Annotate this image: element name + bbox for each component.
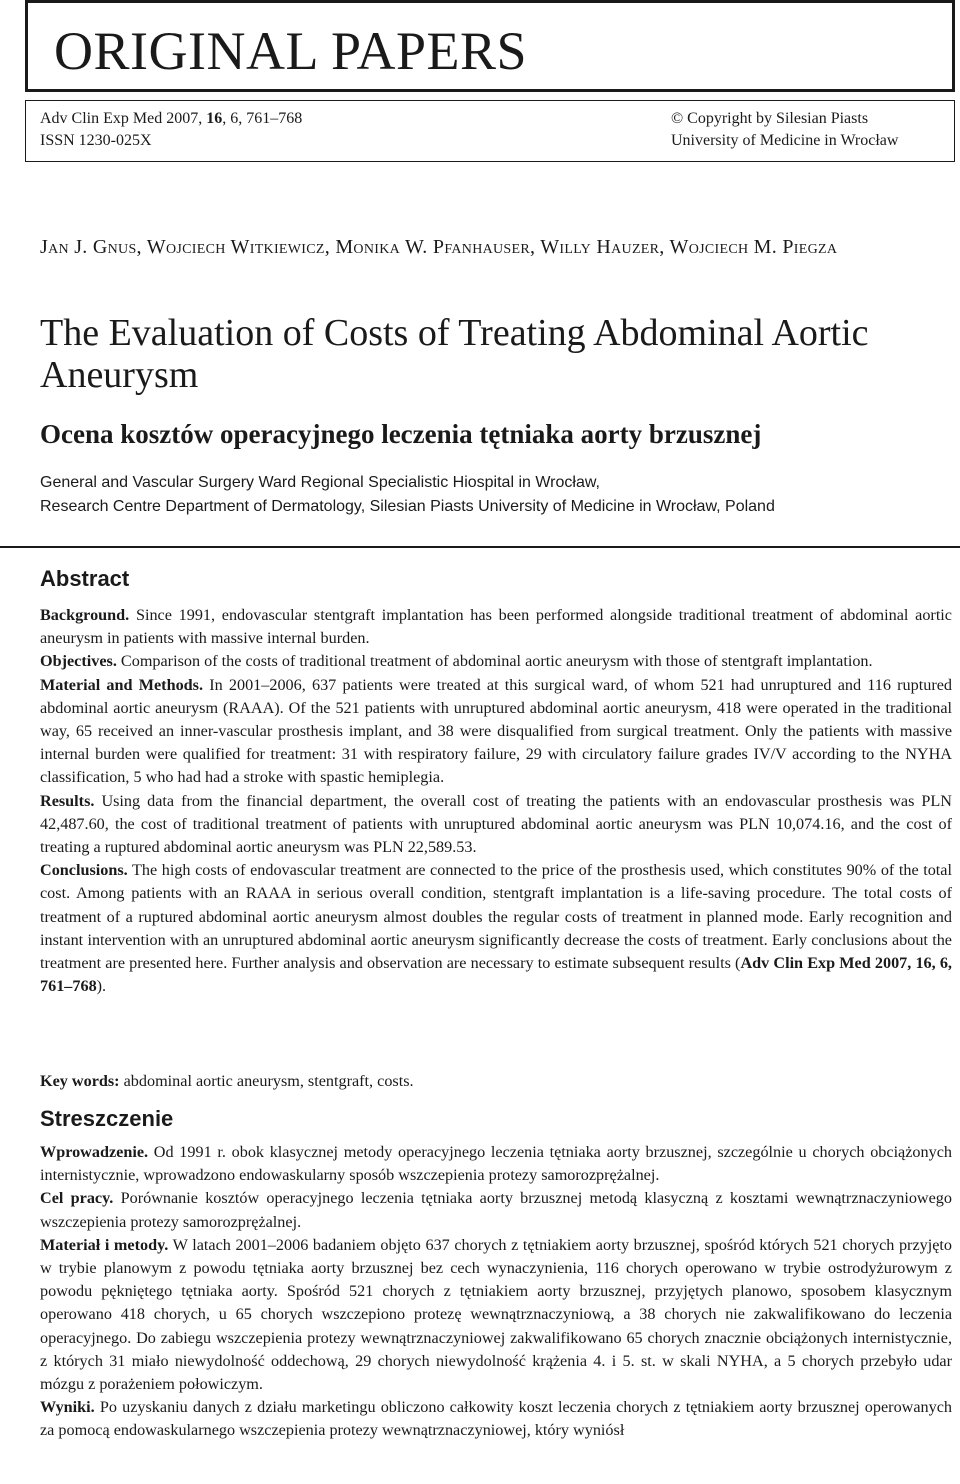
journal-citation xyxy=(40,108,302,152)
section-label: Wyniki. xyxy=(40,1398,95,1417)
abstract-objectives xyxy=(40,650,952,673)
section-text: Comparison of the costs of traditional treatment of abdominal aortic aneurysm with those of stentgraft implantation. xyxy=(116,652,873,671)
section-text: W latach 2001–2006 badaniem objęto 637 chorych z tętniakiem aorty brzusznej, spośród których 521 chorych przyjęto w trybie planowym z powodu tętniaka aorty brzusznej bez cech wynaczynienia, 116 chorych operowano w trybie ostrodyżurowym z powodu pękniętego tętniaka aorty. Spośród 521 chorych z tętniakiem aorty brzusznej, przyjętych planowo, sposobem klasycznym operowano 418 chorych, u 65 chorych wszczepiono protezę wewnątrznaczyniową, a 38 chorych nie zakwalifikowano do leczenia operacyjnego. Do zabiegu wszczepienia protezy wewnątrznaczyniowej zakwalifikowano 65 chorych znacznie obciążonych internistycznie, z których 31 miało niewydolność oddechową, 29 chorych niewydolność krążenia 4. i 5. st. w skali NYHA, a 5 chorych przebyło udar mózgu z porażeniem połowiczym. xyxy=(40,1235,952,1394)
author-list: Jan J. Gnus, Wojciech Witkiewicz, Monika W. Pfanhauser, Willy Hauzer, Wojciech M. Piegza xyxy=(40,236,838,258)
keywords-text: abdominal aortic aneurysm, stentgraft, costs. xyxy=(119,1072,414,1090)
abstract-background xyxy=(40,604,952,650)
section-title: ORIGINAL PAPERS xyxy=(54,21,528,81)
divider xyxy=(0,546,960,548)
section-text: Od 1991 r. obok klasycznej metody operacyjnego leczenia tętniaka aorty brzusznej, szczególnie u chorych obciążonych internistycznie, wprowadzono endowaskularny sposób wszczepienia protezy samorozprężalnej. xyxy=(40,1143,952,1185)
article-subtitle-polish: Ocena kosztów operacyjnego leczenia tętniaka aorty brzusznej xyxy=(40,419,762,449)
section-text: Porównanie kosztów operacyjnego leczenia tętniaka aorty brzusznej metodą klasyczną z kosztami wewnątrznaczyniowego wszczepienia protezy samorozprężalnej. xyxy=(40,1189,952,1231)
section-text: In 2001–2006, 637 patients were treated at this surgical ward, of whom 521 had unruptured and 116 ruptured abdominal aortic aneurysm (RAAA). Of the 521 patients with unruptured abdominal aortic aneurysm, 418 were operated in the traditional way, 65 received an inner-vascular prosthesis implant, and 38 were disqualified from surgical treatment. Only the patients with massive internal burden were qualified for treatment: 31 with respiratory failure, 29 with circulatory failure grades IV/V according to the NYHA classification, 5 who had had a stroke with spastic hemiplegia. xyxy=(40,675,952,787)
copyright xyxy=(671,108,898,152)
section-banner xyxy=(25,0,955,92)
streszczenie-cel xyxy=(40,1187,952,1233)
section-label: Materiał i metody. xyxy=(40,1235,169,1254)
section-text: Using data from the financial department, the overall cost of treating the patients with an endovascular prosthesis was PLN 42,487.60, the cost of traditional treatment of patients with unruptured abdominal aortic aneurysm was PLN 10,074.16, and the cost of treating a ruptured abdominal aortic aneurysm was PLN 22,589.53. xyxy=(40,791,952,857)
abstract-methods xyxy=(40,674,952,790)
section-text: Since 1991, endovascular stentgraft implantation has been performed alongside traditional treatment of abdominal aortic aneurysm in patients with massive internal burden. xyxy=(40,606,952,648)
streszczenie-wyniki xyxy=(40,1396,952,1442)
affiliation xyxy=(40,471,940,519)
article-title: The Evaluation of Costs of Treating Abdominal Aortic Aneurysm xyxy=(40,312,869,396)
issn: ISSN 1230-025X xyxy=(40,132,152,149)
section-label: Material and Methods. xyxy=(40,675,204,694)
keywords xyxy=(40,1070,414,1093)
citation-prefix: Adv Clin Exp Med 2007, xyxy=(40,110,207,127)
streszczenie-wprowadzenie xyxy=(40,1141,952,1187)
abstract-results xyxy=(40,790,952,860)
citation-end: ). xyxy=(96,977,107,996)
abstract-heading: Abstract xyxy=(40,566,130,591)
streszczenie-body xyxy=(40,1141,952,1443)
section-label: Wprowadzenie. xyxy=(40,1143,149,1161)
copyright-line-2: University of Medicine in Wrocław xyxy=(671,132,899,149)
abstract-body xyxy=(40,604,952,998)
section-text: Po uzyskaniu danych z działu marketingu obliczono całkowity koszt leczenia chorych z tętniakiem aorty brzusznej operowanych za pomocą endowaskularnego wszczepienia protezy wewnątrznaczyniowej, który wyniósł xyxy=(40,1398,952,1440)
section-label: Background. xyxy=(40,606,130,624)
section-label: Cel pracy. xyxy=(40,1189,114,1208)
section-label: Objectives. xyxy=(40,652,117,671)
section-label: Results. xyxy=(40,791,95,810)
keywords-label: Key words: xyxy=(40,1072,120,1090)
affiliation-line-1: General and Vascular Surgery Ward Regional Specialistic Hiospital in Wrocław, xyxy=(40,474,600,491)
affiliation-line-2: Research Centre Department of Dermatology, Silesian Piasts University of Medicine in Wrocław, Poland xyxy=(40,498,775,515)
section-label: Conclusions. xyxy=(40,861,128,880)
citation-volume: 16 xyxy=(206,110,223,127)
citation-bold: Adv Clin Exp Med 2007, 16, 6, 761–768 xyxy=(40,954,952,996)
streszczenie-heading: Streszczenie xyxy=(40,1106,174,1131)
journal-info-box xyxy=(25,100,955,162)
citation-suffix: , 6, 761–768 xyxy=(222,110,303,127)
copyright-line-1: © Copyright by Silesian Piasts xyxy=(671,110,869,127)
section-text: The high costs of endovascular treatment are connected to the price of the prosthesis used, which constitutes 90% of the total cost. Among patients with an RAAA in serious overall condition, stentgraft implantation is a life-saving procedure. The total costs of treatment of a ruptured abdominal aortic aneurysm almost doubles the regular costs of treatment in planned mode. Early recognition and instant intervention with an unruptured abdominal aortic aneurysm significantly decrease the costs of treatment. Early conclusions about the treatment are presented here. Further analysis and observation are necessary to estimate subsequent results ( xyxy=(40,861,952,973)
streszczenie-metody xyxy=(40,1234,952,1396)
abstract-conclusions xyxy=(40,859,952,998)
